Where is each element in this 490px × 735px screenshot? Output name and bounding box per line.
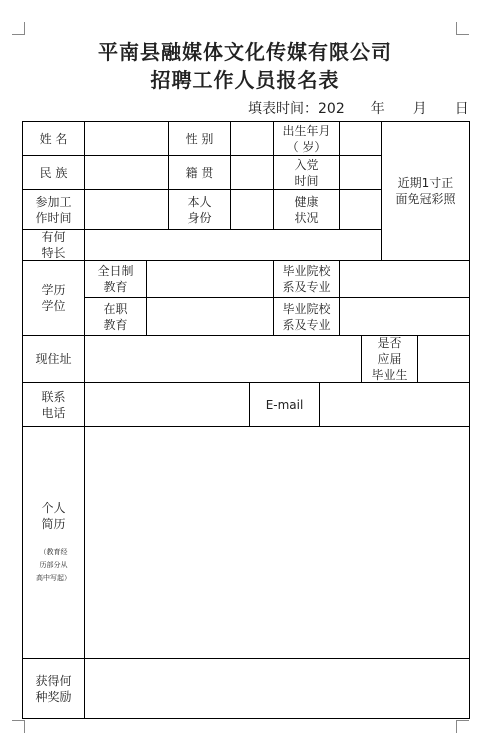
- label-fulltime: 全日制 教育: [85, 261, 147, 298]
- input-address[interactable]: [85, 336, 362, 383]
- title-form: 招聘工作人员报名表: [150, 68, 340, 92]
- input-name[interactable]: [85, 122, 169, 156]
- input-ethnicity[interactable]: [85, 156, 169, 190]
- label-address: 现住址: [23, 336, 85, 383]
- input-parttime[interactable]: [147, 298, 274, 336]
- input-gender[interactable]: [231, 122, 274, 156]
- input-party-time[interactable]: [340, 156, 382, 190]
- label-resume-text: 个人 简历: [41, 501, 66, 531]
- label-education: 学历 学位: [23, 261, 85, 336]
- label-birth: 出生年月 （ 岁）: [274, 122, 340, 156]
- input-specialty[interactable]: [85, 230, 382, 261]
- input-email[interactable]: [320, 383, 470, 427]
- input-work-time[interactable]: [85, 190, 169, 230]
- label-identity: 本人 身份: [169, 190, 231, 230]
- label-work-time: 参加工 作时间: [23, 190, 85, 230]
- label-email: E-mail: [250, 383, 320, 427]
- label-gender: 性 别: [169, 122, 231, 156]
- input-fulltime-school[interactable]: [340, 261, 470, 298]
- input-birth[interactable]: [340, 122, 382, 156]
- fill-date-day: 日: [454, 101, 469, 117]
- input-fulltime[interactable]: [147, 261, 274, 298]
- input-parttime-school[interactable]: [340, 298, 470, 336]
- input-identity[interactable]: [231, 190, 274, 230]
- label-party-time: 入党 时间: [274, 156, 340, 190]
- label-fresh-grad: 是否 应届 毕业生: [362, 336, 418, 383]
- corner-mark-bottom-left: [12, 720, 25, 733]
- title-company: 平南县融媒体文化传媒有限公司: [98, 40, 392, 64]
- corner-mark-top-right: [456, 22, 469, 35]
- label-parttime-school: 毕业院校 系及专业: [274, 298, 340, 336]
- input-fresh-grad[interactable]: [418, 336, 470, 383]
- label-specialty: 有何 特长: [23, 230, 85, 261]
- input-health[interactable]: [340, 190, 382, 230]
- input-awards[interactable]: [85, 659, 470, 719]
- label-name: 姓 名: [23, 122, 85, 156]
- input-native-place[interactable]: [231, 156, 274, 190]
- label-fulltime-school: 毕业院校 系及专业: [274, 261, 340, 298]
- label-resume-note: （教育经 历部分从 高中写起）: [36, 548, 71, 582]
- fill-date-label: 填表时间：: [248, 101, 318, 117]
- fill-date-year: 年: [370, 101, 385, 117]
- label-resume: [23, 427, 85, 659]
- input-resume[interactable]: [85, 427, 470, 659]
- fill-date: [248, 98, 469, 118]
- label-native-place: 籍 贯: [169, 156, 231, 190]
- fill-date-month: 月: [412, 101, 427, 117]
- label-ethnicity: 民 族: [23, 156, 85, 190]
- label-phone: 联系 电话: [23, 383, 85, 427]
- label-parttime: 在职 教育: [85, 298, 147, 336]
- input-phone[interactable]: [85, 383, 250, 427]
- corner-mark-top-left: [12, 22, 25, 35]
- label-awards: 获得何 种奖励: [23, 659, 85, 719]
- corner-mark-bottom-right: [456, 720, 469, 733]
- label-health: 健康 状况: [274, 190, 340, 230]
- photo-box[interactable]: 近期1寸正 面免冠彩照: [382, 122, 470, 261]
- registration-table: [22, 121, 470, 719]
- fill-date-year-prefix: 202: [318, 101, 345, 117]
